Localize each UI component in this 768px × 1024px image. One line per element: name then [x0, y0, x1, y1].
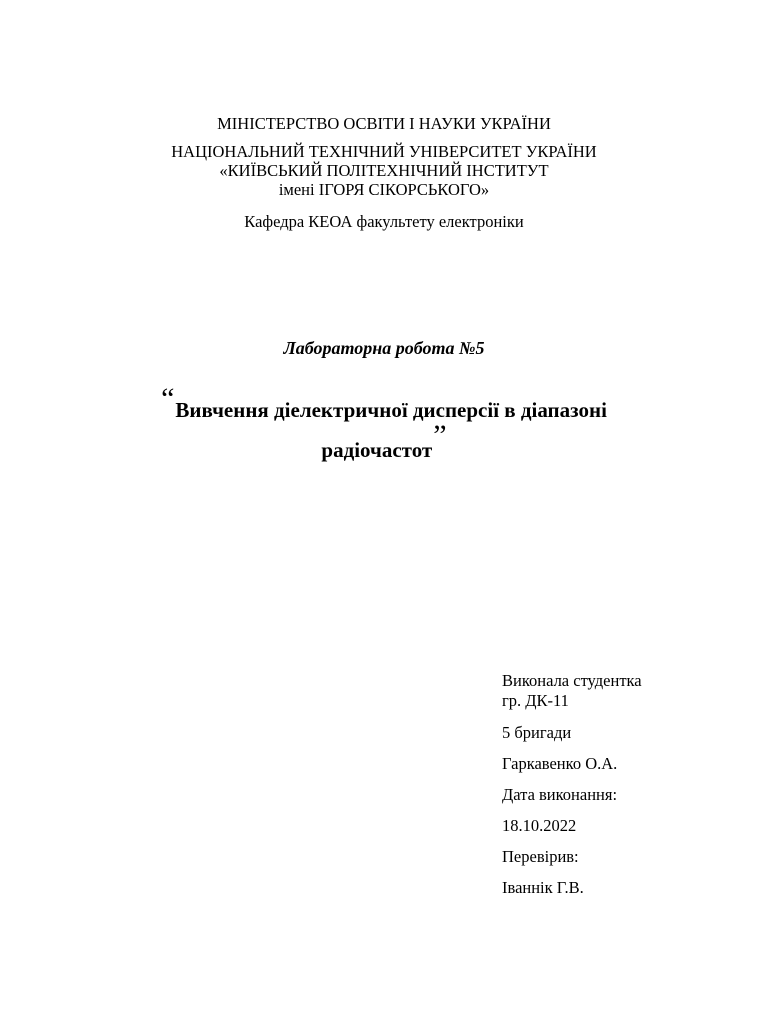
checker-name: Іваннік Г.В. [502, 878, 584, 897]
date-value: 18.10.2022 [502, 816, 577, 835]
opening-quote-mark: “ [161, 382, 175, 415]
university-name-line-1: НАЦІОНАЛЬНИЙ ТЕХНІЧНИЙ УНІВЕРСИТЕТ УКРАЇНИ [171, 142, 597, 161]
department-name: Кафедра КЕОА факультету електроніки [244, 212, 524, 231]
university-name-line-2: «КИЇВСЬКИЙ ПОЛІТЕХНІЧНИЙ ІНСТИТУТ [219, 161, 549, 180]
performed-by-label: Виконала студентка [502, 671, 642, 690]
checked-by-label: Перевірив: [502, 847, 579, 866]
university-name-line-3: імені ІГОРЯ СІКОРСЬКОГО» [278, 180, 490, 199]
closing-quote-mark: ” [433, 419, 447, 452]
student-group: гр. ДК-11 [502, 691, 569, 710]
topic-text-line-2: радіочастот [321, 438, 433, 462]
ministry-heading: МІНІСТЕРСТВО ОСВІТИ І НАУКИ УКРАЇНИ [217, 114, 551, 133]
topic-text-line-1: Вивчення діелектричної дисперсії в діапазоні [175, 398, 607, 422]
brigade-number: 5 бригади [502, 723, 572, 742]
topic-line-2 [0, 419, 768, 463]
topic-line-1 [0, 382, 768, 423]
lab-work-title: Лабораторна робота №5 [283, 338, 485, 358]
student-name: Гаркавенко О.А. [502, 754, 618, 773]
date-label: Дата виконання: [502, 785, 618, 804]
